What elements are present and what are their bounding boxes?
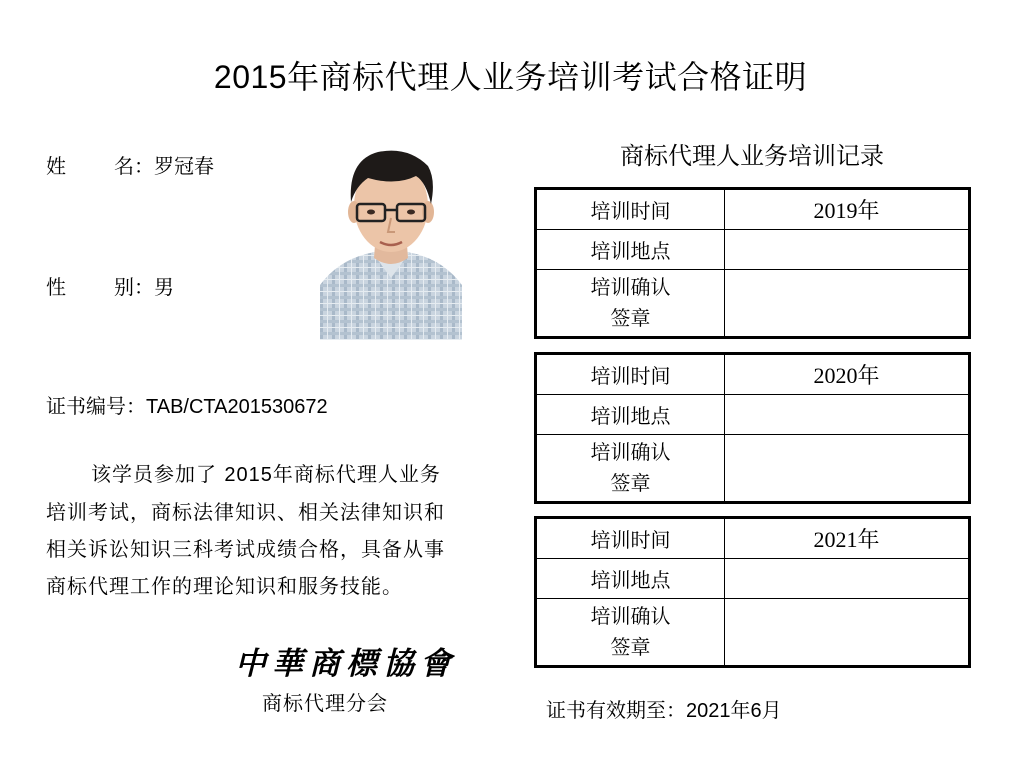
association-branch: 商标代理分会 [262, 691, 388, 715]
confirm-line-1: 培训确认 [590, 604, 671, 628]
training-place-label: 培训地点 [536, 230, 725, 270]
training-time-label: 培训时间 [536, 189, 725, 230]
validity-date [546, 694, 782, 723]
gender-value: 男 [154, 275, 174, 299]
statement-line-3: 相关诉讼知识三科考试成绩合格，具备从事 [46, 537, 445, 561]
training-confirm-label [536, 599, 725, 667]
confirm-line-1: 培训确认 [590, 275, 671, 299]
training-record-title: 商标代理人业务培训记录 [620, 142, 884, 170]
training-time-label: 培训时间 [536, 354, 725, 395]
gender-label-char2: 别： [114, 275, 154, 299]
statement-line-1b: 年商标代理人业务 [272, 462, 441, 486]
statement-line-4: 商标代理工作的理论知识和服务技能。 [46, 574, 403, 598]
gender-label-char1: 性 [46, 275, 66, 299]
statement-line-1 [46, 456, 486, 494]
training-year: 2020年 [725, 354, 970, 395]
validity-value: 2021年6月 [686, 700, 782, 722]
cert-no-label: 证书编号： [46, 394, 146, 418]
training-record-table [534, 187, 971, 339]
confirm-line-2: 签章 [610, 306, 651, 330]
confirm-line-1: 培训确认 [590, 440, 671, 464]
training-confirm-value [725, 270, 970, 338]
name-field [46, 150, 214, 179]
certificate-number [46, 390, 328, 419]
training-time-label: 培训时间 [536, 518, 725, 559]
confirm-line-2: 签章 [610, 471, 651, 495]
name-label-char2: 名： [114, 154, 154, 178]
name-value: 罗冠春 [154, 154, 214, 178]
training-record-table [534, 352, 971, 504]
gender-field [46, 271, 174, 300]
training-place-value [725, 230, 970, 270]
confirm-line-2: 签章 [610, 635, 651, 659]
validity-label: 证书有效期至： [546, 698, 686, 722]
statement-year: 2015 [224, 464, 273, 486]
training-year: 2019年 [725, 189, 970, 230]
cert-no-value: TAB/CTA201530672 [146, 396, 328, 418]
association-calligraphy: 中華商標協會 [235, 646, 457, 682]
statement-line-2: 培训考试，商标法律知识、相关法律知识和 [46, 500, 445, 524]
training-record-table [534, 516, 971, 668]
training-confirm-value [725, 599, 970, 667]
training-place-value [725, 559, 970, 599]
training-year: 2021年 [725, 518, 970, 559]
training-place-label: 培训地点 [536, 395, 725, 435]
training-place-label: 培训地点 [536, 559, 725, 599]
statement-line-1a: 该学员参加了 [91, 462, 225, 486]
portrait-photo [320, 140, 462, 340]
name-label-char1: 姓 [46, 154, 66, 178]
training-confirm-label [536, 270, 725, 338]
training-place-value [725, 395, 970, 435]
page-title: 2015年商标代理人业务培训考试合格证明 [213, 59, 808, 95]
qualification-statement [46, 456, 486, 605]
training-confirm-label [536, 435, 725, 503]
training-confirm-value [725, 435, 970, 503]
